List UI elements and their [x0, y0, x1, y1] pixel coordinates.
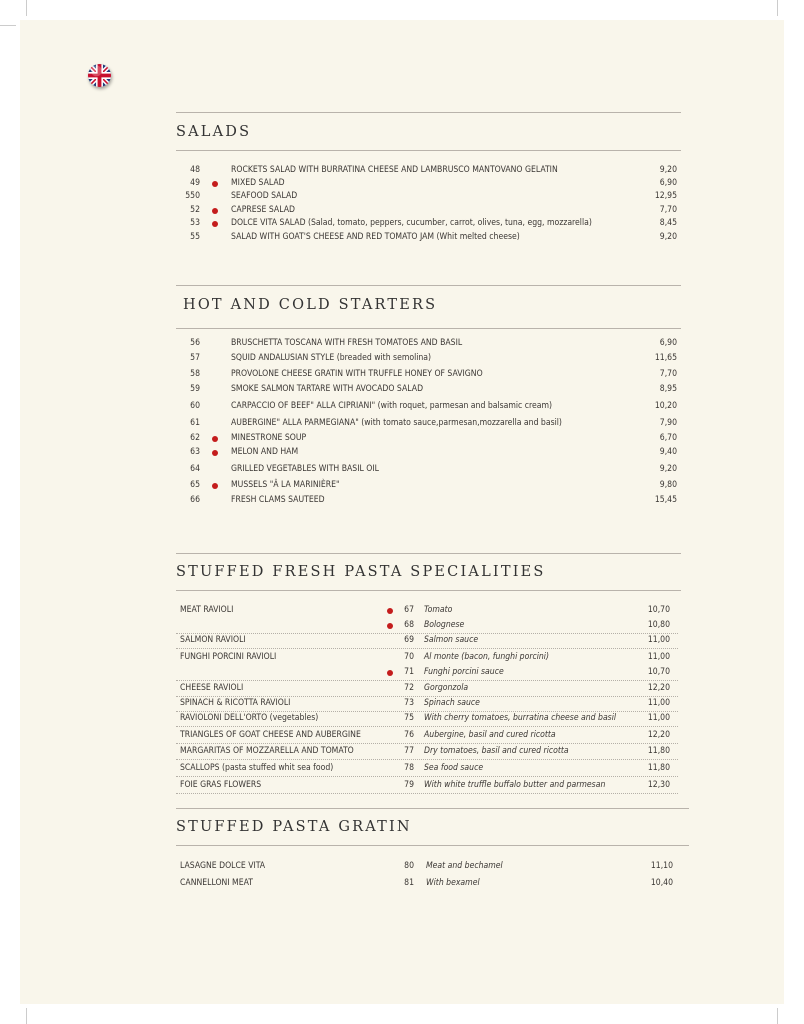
item-number: 57 — [190, 353, 200, 363]
item-price: 9,40 — [659, 447, 677, 457]
item-name: TRIANGLES OF GOAT CHEESE AND AUBERGINE — [180, 730, 361, 740]
item-price: 9,20 — [659, 464, 677, 474]
item-number: 48 — [190, 165, 200, 175]
item-name: SEAFOOD SALAD — [231, 191, 298, 201]
menu-item[interactable] — [0, 383, 804, 396]
crop-mark — [26, 1008, 27, 1024]
menu-item[interactable] — [0, 762, 804, 775]
item-price: 6,90 — [659, 178, 677, 188]
uk-flag-icon[interactable] — [88, 64, 111, 87]
menu-item[interactable] — [0, 417, 804, 430]
item-sauce: Aubergine, basil and cured ricotta — [424, 730, 556, 740]
section-title-pasta: STUFFED FRESH PASTA SPECIALITIES — [176, 564, 546, 580]
item-price: 11,00 — [647, 635, 670, 645]
item-number: 70 — [404, 652, 414, 662]
menu-item[interactable] — [0, 666, 804, 679]
menu-item[interactable] — [0, 463, 804, 476]
item-number: 80 — [404, 861, 414, 871]
item-price: 10,80 — [647, 620, 670, 630]
section-title-gratin: STUFFED PASTA GRATIN — [176, 819, 412, 835]
divider — [176, 285, 681, 286]
menu-item[interactable] — [0, 204, 804, 217]
item-name: MARGARITAS OF MOZZARELLA AND TOMATO — [180, 746, 354, 756]
item-price: 6,70 — [659, 433, 677, 443]
item-number: 53 — [190, 218, 200, 228]
item-number: 49 — [190, 178, 200, 188]
item-number: 65 — [190, 480, 200, 490]
item-name: SCALLOPS (pasta stuffed whit sea food) — [180, 763, 334, 773]
item-name: FOIE GRAS FLOWERS — [180, 780, 262, 790]
menu-item[interactable] — [0, 634, 804, 647]
item-number: 81 — [404, 878, 414, 888]
dotted-separator — [176, 759, 678, 760]
item-name: MEAT RAVIOLI — [180, 605, 234, 615]
item-number: 69 — [404, 635, 414, 645]
item-price: 12,95 — [654, 191, 677, 201]
item-sauce: Al monte (bacon, funghi porcini) — [424, 652, 549, 662]
item-price: 11,65 — [654, 353, 677, 363]
vegetarian-dot-icon — [212, 221, 218, 227]
item-price: 10,70 — [647, 667, 670, 677]
menu-item[interactable] — [0, 446, 804, 459]
item-number: 63 — [190, 447, 200, 457]
item-price: 11,00 — [647, 652, 670, 662]
item-name: MINESTRONE SOUP — [231, 433, 307, 443]
item-name: AUBERGINE" ALLA PARMEGIANA" (with tomato sauce,parmesan,mozzarella and basil) — [231, 418, 562, 428]
menu-item[interactable] — [0, 697, 804, 710]
menu-item[interactable] — [0, 479, 804, 492]
vegetarian-dot-icon — [212, 436, 218, 442]
item-name: SQUID ANDALUSIAN STYLE (breaded with semolina) — [231, 353, 432, 363]
dotted-separator — [176, 743, 678, 744]
item-price: 7,70 — [659, 205, 677, 215]
section-title-starters: HOT AND COLD STARTERS — [183, 297, 438, 313]
menu-item[interactable] — [0, 712, 804, 725]
vegetarian-dot-icon — [212, 483, 218, 489]
item-number: 56 — [190, 338, 200, 348]
item-name: GRILLED VEGETABLES WITH BASIL OIL — [231, 464, 379, 474]
menu-item[interactable] — [0, 494, 804, 507]
dotted-separator — [176, 648, 678, 649]
item-price: 12,30 — [647, 780, 670, 790]
item-price: 10,40 — [650, 878, 673, 888]
menu-item[interactable] — [0, 164, 804, 177]
divider — [176, 328, 681, 329]
item-number: 78 — [404, 763, 414, 773]
menu-item[interactable] — [0, 604, 804, 617]
item-price: 11,80 — [647, 746, 670, 756]
divider — [176, 845, 689, 846]
item-sauce: Tomato — [424, 605, 453, 615]
menu-item[interactable] — [0, 860, 804, 873]
item-sauce: With white truffle buffalo butter and parmesan — [424, 780, 606, 790]
item-name: FUNGHI PORCINI RAVIOLI — [180, 652, 277, 662]
item-number: 68 — [404, 620, 414, 630]
section-title-salads: SALADS — [176, 124, 252, 140]
menu-item[interactable] — [0, 368, 804, 381]
item-name: SMOKE SALMON TARTARE WITH AVOCADO SALAD — [231, 384, 424, 394]
item-price: 10,20 — [654, 401, 677, 411]
item-price: 7,70 — [659, 369, 677, 379]
item-name: CAPRESE SALAD — [231, 205, 295, 215]
item-number: 72 — [404, 683, 414, 693]
item-price: 8,45 — [659, 218, 677, 228]
item-number: 64 — [190, 464, 200, 474]
item-number: 59 — [190, 384, 200, 394]
item-number: 60 — [190, 401, 200, 411]
item-number: 77 — [404, 746, 414, 756]
item-price: 6,90 — [659, 338, 677, 348]
item-price: 9,80 — [659, 480, 677, 490]
item-number: 62 — [190, 433, 200, 443]
item-price: 11,80 — [647, 763, 670, 773]
item-number: 79 — [404, 780, 414, 790]
item-name: CANNELLONI MEAT — [180, 878, 253, 888]
item-number: 55 — [190, 232, 200, 242]
divider — [176, 553, 681, 554]
item-sauce: Spinach sauce — [424, 698, 480, 708]
menu-item[interactable] — [0, 745, 804, 758]
menu-item[interactable] — [0, 400, 804, 413]
menu-item[interactable] — [0, 779, 804, 792]
item-sauce: Bolognese — [424, 620, 465, 630]
dotted-separator — [176, 776, 678, 777]
item-price: 12,20 — [647, 683, 670, 693]
menu-item[interactable] — [0, 352, 804, 365]
item-name: MUSSELS "Â LA MARINIÈRE" — [231, 480, 340, 490]
crop-mark — [777, 0, 778, 16]
item-price: 11,00 — [647, 713, 670, 723]
item-sauce: Salmon sauce — [424, 635, 479, 645]
item-sauce: Funghi porcini sauce — [424, 667, 504, 677]
menu-item[interactable] — [0, 190, 804, 203]
item-price: 11,00 — [647, 698, 670, 708]
menu-item[interactable] — [0, 231, 804, 244]
item-number: 550 — [185, 191, 200, 201]
menu-item[interactable] — [0, 177, 804, 190]
item-sauce: Gorgonzola — [424, 683, 469, 693]
item-name: RAVIOLONI DELL'ORTO (vegetables) — [180, 713, 319, 723]
item-price: 7,90 — [659, 418, 677, 428]
item-name: ROCKETS SALAD WITH BURRATINA CHEESE AND LAMBRUSCO MANTOVANO GELATIN — [231, 165, 558, 175]
item-name: LASAGNE DOLCE VITA — [180, 861, 266, 871]
vegetarian-dot-icon — [212, 208, 218, 214]
item-name: BRUSCHETTA TOSCANA WITH FRESH TOMATOES AND BASIL — [231, 338, 463, 348]
menu-item[interactable] — [0, 877, 804, 890]
crop-mark — [26, 0, 27, 16]
vegetarian-dot-icon — [212, 181, 218, 187]
dotted-separator — [176, 793, 678, 794]
item-number: 66 — [190, 495, 200, 505]
item-price: 9,20 — [659, 232, 677, 242]
item-sauce: Dry tomatoes, basil and cured ricotta — [424, 746, 569, 756]
menu-item[interactable] — [0, 729, 804, 742]
item-sauce: Meat and bechamel — [426, 861, 503, 871]
menu-item[interactable] — [0, 619, 804, 632]
item-price: 15,45 — [654, 495, 677, 505]
menu-item[interactable] — [0, 432, 804, 445]
item-number: 67 — [404, 605, 414, 615]
crop-mark — [0, 25, 16, 26]
divider — [176, 808, 689, 809]
divider — [176, 112, 681, 113]
item-name: SPINACH & RICOTTA RAVIOLI — [180, 698, 291, 708]
item-sauce: With cherry tomatoes, burratina cheese and basil — [424, 713, 617, 723]
item-price: 10,70 — [647, 605, 670, 615]
item-name: SALMON RAVIOLI — [180, 635, 246, 645]
vegetarian-dot-icon — [212, 450, 218, 456]
item-price: 11,10 — [650, 861, 673, 871]
item-name: PROVOLONE CHEESE GRATIN WITH TRUFFLE HONEY OF SAVIGNO — [231, 369, 483, 379]
menu-item[interactable] — [0, 217, 804, 230]
item-number: 61 — [190, 418, 200, 428]
item-number: 52 — [190, 205, 200, 215]
item-sauce: Sea food sauce — [424, 763, 484, 773]
menu-item[interactable] — [0, 651, 804, 664]
dotted-separator — [176, 680, 678, 681]
item-number: 58 — [190, 369, 200, 379]
item-name: MELON AND HAM — [231, 447, 299, 457]
item-name: CHEESE RAVIOLI — [180, 683, 244, 693]
item-name: MIXED SALAD — [231, 178, 285, 188]
item-price: 8,95 — [659, 384, 677, 394]
crop-mark — [777, 1008, 778, 1024]
divider — [176, 590, 681, 591]
item-name: CARPACCIO OF BEEF" ALLA CIPRIANI" (with roquet, parmesan and balsamic cream) — [231, 401, 553, 411]
menu-item[interactable] — [0, 682, 804, 695]
item-number: 71 — [404, 667, 414, 677]
item-sauce: With bexamel — [426, 878, 480, 888]
item-name: SALAD WITH GOAT'S CHEESE AND RED TOMATO JAM (Whit melted cheese) — [231, 232, 520, 242]
divider — [176, 150, 681, 151]
item-price: 12,20 — [647, 730, 670, 740]
dotted-separator — [176, 726, 678, 727]
item-number: 75 — [404, 713, 414, 723]
menu-item[interactable] — [0, 337, 804, 350]
item-number: 73 — [404, 698, 414, 708]
item-price: 9,20 — [659, 165, 677, 175]
item-name: DOLCE VITA SALAD (Salad, tomato, peppers, cucumber, carrot, olives, tuna, egg, mozzarella) — [231, 218, 592, 228]
item-number: 76 — [404, 730, 414, 740]
item-name: FRESH CLAMS SAUTEED — [231, 495, 325, 505]
